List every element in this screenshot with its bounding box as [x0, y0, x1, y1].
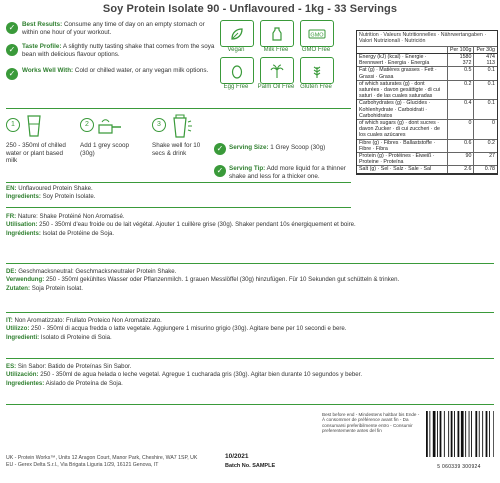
nutrient-name: Protein (g) · Protéines · Eiweiß · Proteine · Proteína [357, 153, 447, 166]
best-before-text: Best before end - Mindestens haltbar bis Ende - À consommer de préférence avant fin - Da consumarsi preferibilmente entro - Consumir preferentemente antes del fin [322, 412, 420, 434]
check-icon: ✓ [214, 143, 226, 155]
nutrient-name: of which sugars (g) · dont sucres · davon Zucker · di cui zuccheri · de los cuales azúcares [357, 120, 447, 140]
check-icon: ✓ [214, 165, 226, 177]
serving-size: Serving Size: 1 Grey Scoop (30g) [229, 144, 326, 151]
nutrition-row [357, 139, 497, 152]
lang-de: DE: Geschmacksneutral: Geschmacksneutraler Protein Shake. Verwendung: 250 - 350ml gekühltes Wasser oder Pflanzenmilch. 1 grauen Messlöffel (30g) hinzufügen. Für 10 Sekunden gut schütteln & trinken. Zutaten: Soja Protein Isolat. [6, 268, 400, 292]
nutrient-per-100g: 0.4 [447, 100, 474, 120]
nutrition-col2: Per 30g [474, 47, 497, 54]
gmo-icon [300, 20, 334, 47]
divider [6, 404, 494, 405]
nutrient-per-100g: 0.2 [447, 80, 474, 100]
divider [6, 263, 494, 264]
nutrition-row [357, 80, 497, 100]
svg-text:GMO: GMO [310, 32, 324, 38]
lang-en: EN: Unflavoured Protein Shake. Ingredients: Soy Protein Isolate. [6, 185, 96, 201]
nutrient-name: Energy (kJ) (kcal) · Energie · Brennwert · Energia · Energía [357, 54, 447, 67]
palm-tree-icon [260, 57, 294, 84]
nutrient-name: Carbohydrates (g) · Glucides · Kohlenhydrate · Carboidrati · Carbohidratos [357, 100, 447, 120]
nutrient-per-30g: 0 [474, 120, 497, 140]
nutrient-per-100g: 1580 372 [447, 54, 474, 67]
nutrient-name: Fibre (g) · Fibres · Ballaststoffe · Fibre · Fibra [357, 139, 447, 152]
egg-free-badge: Egg Free [220, 57, 255, 90]
footer-uk-address: UK - Protein Works™, Units 12 Aragon Court, Manor Park, Cheshire, WA7 1SP, UK [6, 455, 198, 461]
leaf-icon [220, 20, 254, 47]
nutrition-row [357, 120, 497, 140]
lang-fr: FR: Nature: Shake Protéiné Non Aromatisé. Utilisation: 250 - 350ml d'eau froide ou de lait végétal. Ajouter 1 cuillère grise (30g). Shaker pendant 10s énergiquement et boire. Ingrédients: Isolat de Protéine de Soja. [6, 213, 356, 237]
milk-icon [260, 20, 294, 47]
nutrition-table [357, 47, 497, 174]
nutrient-per-30g: 0.2 [474, 139, 497, 152]
check-icon: ✓ [6, 68, 18, 80]
step-text: Add 1 grey scoop (30g) [80, 142, 130, 157]
lang-it: IT: Non Aromatizzato: Frullato Proteico Non Aromatizzato. Utilizzo: 250 - 350ml di acqua fredda o latte vegetale. Aggiungere 1 misurino grigio (30g). Agitare bene per 10 secondi e bere. Ingredienti: Isolato di Proteine di Soia. [6, 317, 347, 341]
nutrient-per-100g: 90 [447, 153, 474, 166]
lang-es: ES: Sin Sabor: Batido de Proteínas Sin Sabor. Utilización: 250 - 350ml de agua helada o leche vegetal. Agregue 1 cucharada gris (30g). Agitar bien durante 10 segundos y beber. Ingredientes: Aislado de Proteína de Soja. [6, 363, 363, 387]
step-number: 1 [6, 118, 20, 132]
barcode-number: 5 060339 300924 [437, 464, 481, 470]
divider [6, 108, 351, 109]
nutrient-name: Fat (g) · Matières grasses · Fett · Grassi · Grasa [357, 67, 447, 80]
tip-best-results: Best Results: Consume any time of day on an empty stomach or within one hour of your workout. [22, 21, 205, 36]
nutrient-name: Salt (g) · Sel · Salz · Sale · Sal [357, 166, 447, 173]
divider [6, 182, 351, 183]
footer-eu-address: EU - Gerex Delta S.r.l., Via Brigata Liguria 1/29, 16121 Genova, IT [6, 462, 159, 468]
gluten-free-badge: Gluten Free [300, 57, 335, 90]
footer-addresses [6, 455, 206, 469]
glass-icon [22, 113, 46, 144]
gmo-free-badge: GMO GMO Free [300, 20, 335, 53]
nutrient-per-30g: 0.1 [474, 67, 497, 80]
nutrient-per-30g: 0.1 [474, 80, 497, 100]
barcode [424, 409, 494, 470]
nutrient-per-30g: 474 113 [474, 54, 497, 67]
egg-icon [220, 57, 254, 84]
nutrient-per-100g: 2.6 [447, 166, 474, 173]
nutrient-per-100g: 0 [447, 120, 474, 140]
nutrient-per-100g: 0.6 [447, 139, 474, 152]
nutrition-row [357, 100, 497, 120]
tip-taste-profile: Taste Profile: A slightly nutty tasting shake that comes from the soya bean with delicious flavour options. [22, 43, 215, 58]
step-text: 250 - 350ml of chilled water or plant based milk [6, 142, 66, 165]
divider [6, 358, 494, 359]
divider [6, 207, 351, 208]
shaker-icon [168, 113, 194, 144]
scoop-icon [96, 113, 124, 144]
nutrition-header: Nutrition · Valeurs Nutritionnelles · Nährwertangaben · Valori Nutrizionali · Nutrición [357, 31, 497, 47]
product-title: Soy Protein Isolate 90 - Unflavoured - 1kg - 33 Servings [102, 3, 398, 15]
nutrition-panel [356, 30, 498, 175]
nutrient-name: of which saturates (g) · dont saturées · davon gesättigte · di cui saturi · de las cuales saturadas [357, 80, 447, 100]
serving-tip: Serving Tip: Add more liquid for a thinner shake and less for a thicker one. [229, 165, 346, 180]
nutrient-per-100g: 0.5 [447, 67, 474, 80]
production-date: 10/2021 [225, 453, 249, 460]
step-number: 2 [80, 118, 94, 132]
nutrition-row [357, 67, 497, 80]
nutrition-row [357, 153, 497, 166]
nutrient-per-30g: 0.1 [474, 100, 497, 120]
batch-number: Batch No. SAMPLE [225, 463, 276, 469]
check-icon: ✓ [6, 44, 18, 56]
step-text: Shake well for 10 secs & drink [152, 142, 201, 157]
milk-free-badge: Milk Free [260, 20, 295, 53]
palm-oil-free-badge: Palm Oil Free [260, 57, 295, 90]
check-icon: ✓ [6, 22, 18, 34]
barcode-icon [424, 409, 494, 459]
divider [6, 312, 494, 313]
nutrient-per-30g: 27 [474, 153, 497, 166]
nutrition-col1: Per 100g [447, 47, 474, 54]
wheat-icon [300, 57, 334, 84]
nutrient-per-30g: 0.78 [474, 166, 497, 173]
nutrition-row [357, 166, 497, 173]
tip-works-well: Works Well With: Cold or chilled water, or any vegan milk options. [22, 67, 209, 74]
step-number: 3 [152, 118, 166, 132]
nutrition-row [357, 54, 497, 67]
vegan-badge: Vegan [220, 20, 255, 53]
